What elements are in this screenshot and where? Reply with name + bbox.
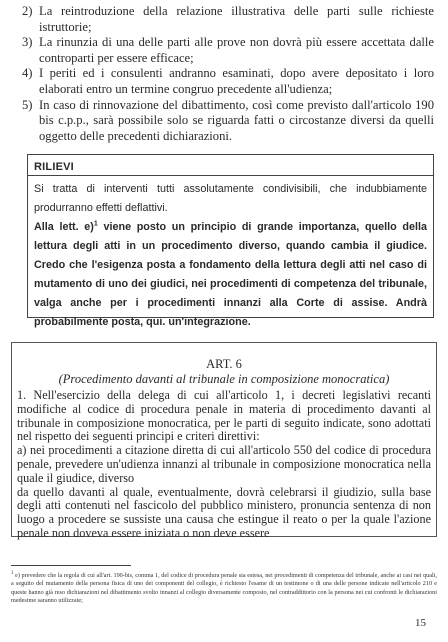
list-item-number: 5) (22, 97, 33, 112)
rilievi-box (27, 154, 434, 328)
list-item (22, 66, 434, 97)
list-item (22, 98, 434, 145)
article-paragraph: 1. Nell'esercizio della delega di cui all'articolo 1, i decreti legislativi recanti modifiche al codice di procedura penale in materia di procedimento davanti al tribunale in composizione monocratica, per le parti di seguito indicate, sono adottati nel rispetto dei seguenti principi e criteri direttivi: (17, 388, 431, 444)
list-item-text: La reintroduzione della relazione illustrativa delle parti sulle richieste istruttorie; (39, 4, 434, 34)
list-item-text: La rinunzia di una delle parti alle prove non dovrà più essere accettata dalle controparti per essere efficace; (39, 35, 434, 65)
list-item (22, 4, 434, 35)
list-item (22, 35, 434, 66)
article-title: ART. 6 (206, 357, 242, 371)
list-item-number: 4) (22, 66, 33, 81)
list-item-text: In caso di rinnovazione del dibattimento, così come previsto dall'articolo 190 bis c.p.p., sarà possibile solo se riguarda fatti o circostanze diversi da quelli oggetto delle precedenti dichiarazioni. (39, 97, 434, 143)
list-item-number: 2) (22, 4, 33, 18)
article-paragraph: da quello davanti al quale, eventualmente, dovrà celebrarsi il giudizio, sulla base degli atti contenuti nel fascicolo del pubblico ministero, pronuncia sentenza di non luogo a procedere se sussiste una causa che estingue il reato o per la quale l'azione penale non doveva essere iniziata o non deve essere (17, 484, 431, 540)
article-content (12, 387, 436, 541)
article-subtitle: (Procedimento davanti al tribunale in composizione monocratica) (58, 372, 390, 386)
footnote (11, 572, 437, 605)
list-item-number: 3) (22, 35, 33, 50)
footnote-marker: 1 (11, 570, 14, 576)
rilievi-lead: Alla lett. e) (34, 221, 94, 233)
rilievi-paragraph-2 (34, 218, 427, 332)
list-item-text: I periti ed i consulenti andranno esaminati, dopo avere depositato i loro elaborati entro un termine congruo precedente all'udienza; (39, 66, 434, 96)
rilievi-body (28, 176, 433, 332)
article-box (11, 342, 437, 540)
footnote-text: e) prevedere che la regola di cui all'art. 190-bis, comma 1, del codice di procedura penale sia estesa, nei procedimenti di competenza del tribunale, anche ai casi nei quali, a seguito del mutamento della persona fisica di uno dei componenti del collegio, è richiesto l'esame di un testimone o di una delle persone indicate nell'articolo 210 e queste hanno già reso dichiarazioni nel dibattimento svolto innanzi al collegio diversamente composto, nel contraddittorio con la persona nei cui confronti le dichiarazioni medesime saranno utilizzate; (11, 572, 437, 604)
article-paragraph: a) nei procedimenti a citazione diretta di cui all'articolo 550 del codice di procedura penale, prevedere un'udienza innanzi al tribunale in composizione monocratica nella quale il giudice, diverso (17, 443, 431, 485)
page-number: 15 (415, 617, 426, 629)
rilievi-heading: RILIEVI (28, 155, 433, 176)
rilievi-paragraph-2-text: viene posto un principio di grande importanza, quello della lettura degli atti in un procedimento diverso, quando cambia il giudice. Credo che l'esigenza posta a fondamento della lettura degli atti nel caso di mutamento di uno dei giudici, nei procedimenti di competenza del tribunale, valga anche per i procedimenti innanzi alla Corte di assise. Andrà probabilmente posta, qui. un'integrazione. (34, 221, 427, 328)
footnote-ref[interactable]: 1 (93, 220, 98, 228)
numbered-list (22, 4, 434, 144)
footnote-divider (11, 565, 131, 566)
rilievi-paragraph-1: Si tratta di interventi tutti assolutamente condivisibili, che indubbiamente produrranno effetti deflattivi. (34, 183, 427, 214)
